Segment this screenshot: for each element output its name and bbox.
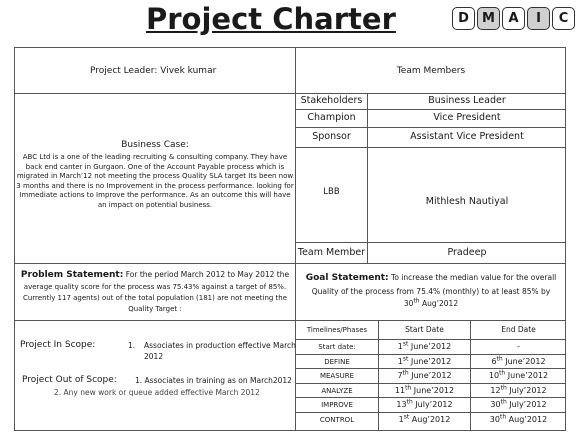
dmaic-badge xyxy=(452,7,577,30)
goal-date-month: Aug’2012 xyxy=(421,299,459,308)
timeline-phase: CONTROL xyxy=(319,416,355,424)
team-role-champion: Champion xyxy=(307,112,356,123)
project-leader xyxy=(90,66,216,76)
problem-text-4: Quality Target : xyxy=(128,305,182,313)
problem-statement-line1 xyxy=(15,270,295,280)
divider xyxy=(295,242,566,243)
goal-text-2: Quality of the process from 75.4% (monthly) to at least 85% by xyxy=(311,287,551,296)
team-role-stakeholders: Stakeholders xyxy=(300,95,363,106)
project-leader-label: Project Leader: xyxy=(90,66,158,76)
timeline-header-start: Start Date xyxy=(405,325,444,334)
goal-text-1: To increase the median value for the overall xyxy=(391,273,557,282)
business-case-label: Business Case: xyxy=(121,140,189,150)
divider xyxy=(295,397,566,398)
divider xyxy=(14,263,566,264)
divider xyxy=(295,354,566,355)
divider xyxy=(295,368,566,369)
timeline-phase: ANALYZE xyxy=(321,387,353,395)
out-scope-label: Project Out of Scope: xyxy=(22,375,117,385)
team-name-sponsor: Assistant Vice President xyxy=(410,131,524,142)
timeline-start-date: 7th June’2012 xyxy=(397,369,452,380)
timeline-phase: Start date: xyxy=(318,343,356,351)
team-name-member: Pradeep xyxy=(447,247,487,258)
divider xyxy=(14,93,566,94)
goal-statement-label: Goal Statement: xyxy=(305,273,389,283)
team-name-champion: Vice President xyxy=(433,112,501,123)
team-role-member: Team Member xyxy=(297,247,366,258)
timeline-start-date: 11th June’2012 xyxy=(394,384,455,395)
out-scope-item-2: 2. Any new work or queue added effective March 2012 xyxy=(54,388,260,397)
divider xyxy=(295,339,566,340)
team-members-heading: Team Members xyxy=(396,66,466,76)
goal-date-day: 30 xyxy=(403,299,414,308)
timeline-end-date: 10th June’2012 xyxy=(488,369,549,380)
problem-statement-label: Problem Statement: xyxy=(20,270,124,280)
dmaic-letter-a: A xyxy=(502,7,525,30)
problem-text-3: Currently 117 agents) out of the total population (181) are not meeting the xyxy=(22,294,288,302)
divider xyxy=(14,320,566,321)
timeline-start-date: 13th July’2012 xyxy=(396,398,453,409)
divider xyxy=(295,147,566,148)
in-scope-text-2: 2012 xyxy=(144,352,164,361)
team-role-lbb: LBB xyxy=(323,187,340,197)
timeline-phase: MEASURE xyxy=(319,372,355,380)
in-scope-label: Project In Scope: xyxy=(20,340,96,350)
in-scope-text-1: Associates in production effective March xyxy=(144,341,296,350)
problem-text-1: For the period March 2012 to May 2012 the xyxy=(125,270,290,279)
divider xyxy=(295,383,566,384)
divider xyxy=(295,109,566,110)
problem-text-2: average quality score for the process was 75.43% against a target of 85%. xyxy=(23,283,287,291)
in-scope-number: 1. xyxy=(128,341,136,350)
timeline-phase: IMPROVE xyxy=(321,401,353,409)
timeline-start-date: 1st June’2012 xyxy=(397,355,452,366)
timeline-header-end: End Date xyxy=(501,325,536,334)
timeline-end-date: 12th July’2012 xyxy=(490,384,547,395)
page-title: Project Charter xyxy=(146,2,396,36)
timeline-end-date: 30th Aug’2012 xyxy=(489,413,548,424)
timeline-end-date: 6th June’2012 xyxy=(491,355,546,366)
timeline-start-date: 1st June’2012 xyxy=(397,340,452,351)
timeline-header-phase: Timelines/Phases xyxy=(306,326,368,334)
team-name-lbb: Mithlesh Nautiyal xyxy=(425,196,509,207)
goal-statement-line1 xyxy=(296,273,566,283)
timeline-end-date: 30th July’2012 xyxy=(490,398,547,409)
timeline-phase: DEFINE xyxy=(324,358,350,366)
dmaic-letter-c: C xyxy=(552,7,575,30)
timeline-start-date: 1st Aug’2012 xyxy=(398,413,451,424)
timeline-end-date: - xyxy=(517,342,520,351)
dmaic-letter-d: D xyxy=(452,7,475,30)
team-name-stakeholders: Business Leader xyxy=(428,95,506,106)
goal-text-3 xyxy=(296,299,566,309)
divider xyxy=(295,127,566,128)
dmaic-letter-m: M xyxy=(477,7,500,30)
business-case-text: ABC Ltd is a one of the leading recruiting & consulting company. They have back end canter in Gurgaon. One of the Account Payable process which is migrated in March’12 not meeting the process Quality SLA target Its been now 3 months and there is no Improvement in the process performance. looking for Immediate actions to Improve the performance. As an outcome this will have an impact on potential business. xyxy=(16,153,294,209)
out-scope-item-1: 1. Associates in training as on March2012 xyxy=(135,376,292,385)
team-role-sponsor: Sponsor xyxy=(312,131,351,142)
goal-date-suffix: th xyxy=(413,297,420,305)
project-leader-name: Vivek kumar xyxy=(160,66,217,76)
dmaic-letter-i: I xyxy=(527,7,550,30)
divider xyxy=(295,412,566,413)
